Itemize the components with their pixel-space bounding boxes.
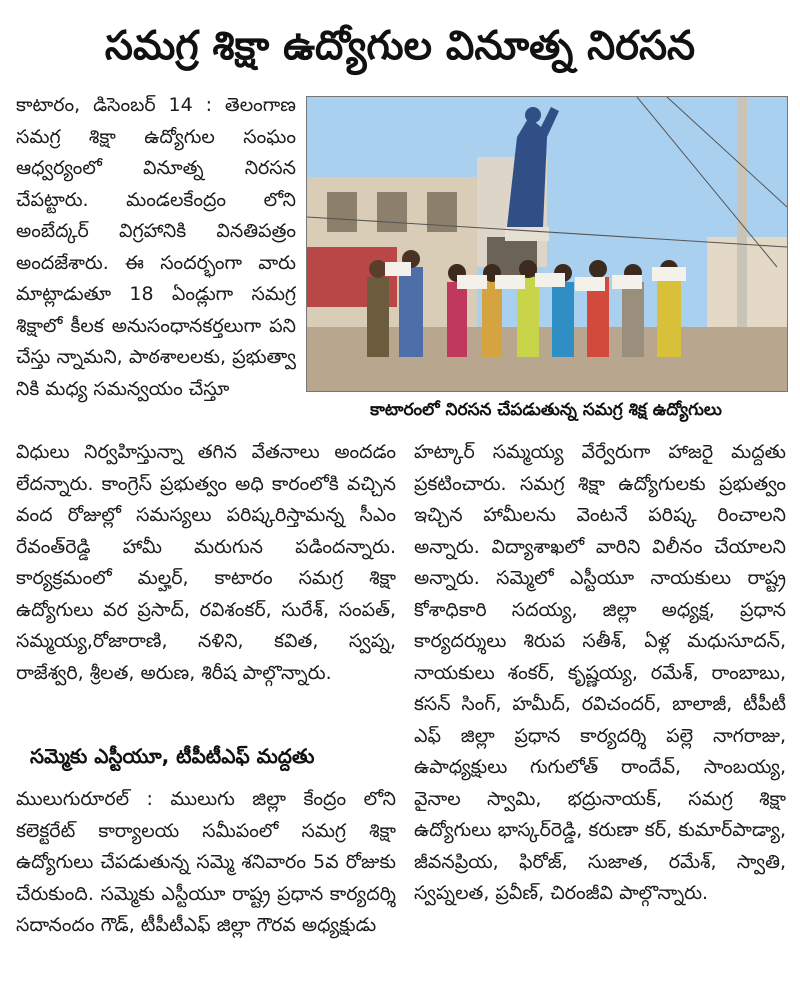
- body-paragraph: కాటారం, డిసెంబర్ 14 : తెలంగాణ సమగ్ర శిక్షా ఉద్యోగుల సంఘం ఆధ్వర్యంలో వినూత్న నిరసన చేపట్టారు. మండలకేంద్రం లోని అంబేద్కర్ విగ్రహానికి వినతిపత్రం అందజేశారు. ఈ సందర్భంగా వారు మాట్లాడుతూ 18 ఏండ్లుగా సమగ్ర శిక్షాలో కీలక అనుసంధానకర్తలుగా పని చేస్తు న్నామని, పాఠశాలలకు, ప్రభుత్వా నికి మధ్య సమన్వయం చేస్తూ: [16, 94, 296, 400]
- article-headline: సమగ్ర శిక్షా ఉద్యోగుల వినూత్న నిరసన: [104, 23, 696, 69]
- article-column-1-middle: [16, 437, 396, 727]
- protest-photo: [306, 96, 788, 392]
- photo-caption: కాటారంలో నిరసన చేపడుతున్న సమగ్ర శిక్ష ఉద్యోగులు: [370, 400, 722, 420]
- article-column-1-top: [16, 90, 296, 420]
- article-column-1-bottom: [16, 784, 396, 984]
- protest-photo-illustration: [307, 97, 787, 391]
- article-subheading: సమ్మెకు ఎస్టీయూ, టీపీటీఎఫ్ మద్దతు: [30, 744, 315, 768]
- article-column-2: [414, 437, 786, 982]
- body-paragraph: విధులు నిర్వహిస్తున్నా తగిన వేతనాలు అందడం లేదన్నారు. కాంగ్రెస్ ప్రభుత్వం అధి కారంలోకి వచ్చిన వంద రోజుల్లో సమస్యలు పరిష్కరిస్తామన్న సీఎం రేవంత్‌రెడ్డి హామీ మరుగున పడిందన్నారు. కార్యక్రమంలో మల్హర్, కాటారం సమగ్ర శిక్షా ఉద్యోగులు వర ప్రసాద్, రవిశంకర్, సురేశ్, సంపత్, సమ్మయ్య,రోజారాణి, నళిని, కవిత, స్వప్న, రాజేశ్వరి, శ్రీలత, అరుణ, శిరీష పాల్గొన్నారు.: [16, 441, 396, 684]
- body-paragraph: ములుగురూరల్ : ములుగు జిల్లా కేంద్రం లోని కలెక్టరేట్ కార్యాలయ సమీపంలో సమగ్ర శిక్షా ఉద్యోగులు చేపడుతున్న సమ్మె శనివారం 5వ రోజుకు చేరుకుంది. సమ్మెకు ఎస్టీయూ రాష్ట్ర ప్రధాన కార్యదర్శి సదానందం గౌడ్, టీపీటీఎఫ్ జిల్లా గౌరవ అధ్యక్షుడు: [16, 788, 396, 936]
- body-paragraph: హట్కార్ సమ్మయ్య వేర్వేరుగా హాజరై మద్దతు ప్రకటించారు. సమగ్ర శిక్షా ఉద్యోగులకు ప్రభుత్వం ఇచ్చిన హామీలను వెంటనే పరిష్క రించాలని అన్నారు. విద్యాశాఖలో వారిని విలీనం చేయాలని అన్నారు. సమ్మెలో ఎస్టీయూ నాయకులు రాష్ట్ర కోశాధికారి సదయ్య, జిల్లా అధ్యక్ష, ప్రధాన కార్యదర్శులు శిరుప సతీశ్, ఏళ్ల మధుసూదన్, నాయకులు శంకర్, కృష్ణయ్య, రమేశ్, రాంబాబు, కసన్ సింగ్, హమీద్, రవిచందర్, బాలాజీ, టీపీటీ ఎఫ్ జిల్లా ప్రధాన కార్యదర్శి పల్లె నాగరాజు, ఉపాధ్యక్షులు గుగులోత్ రాందేవ్, సాంబయ్య, వైనాల స్వామి, భద్రునాయక్, సమగ్ర శిక్షా ఉద్యోగులు భాస్కర్‌రెడ్డి, కరుణా కర్, కుమార్‌పాడ్యా, జీవనప్రియ, ఫిరోజ్, సుజాత, రమేశ్, స్వాతి, స్వప్నలత, ప్రవీణ్, చిరంజీవి పాల్గొన్నారు.: [414, 441, 786, 904]
